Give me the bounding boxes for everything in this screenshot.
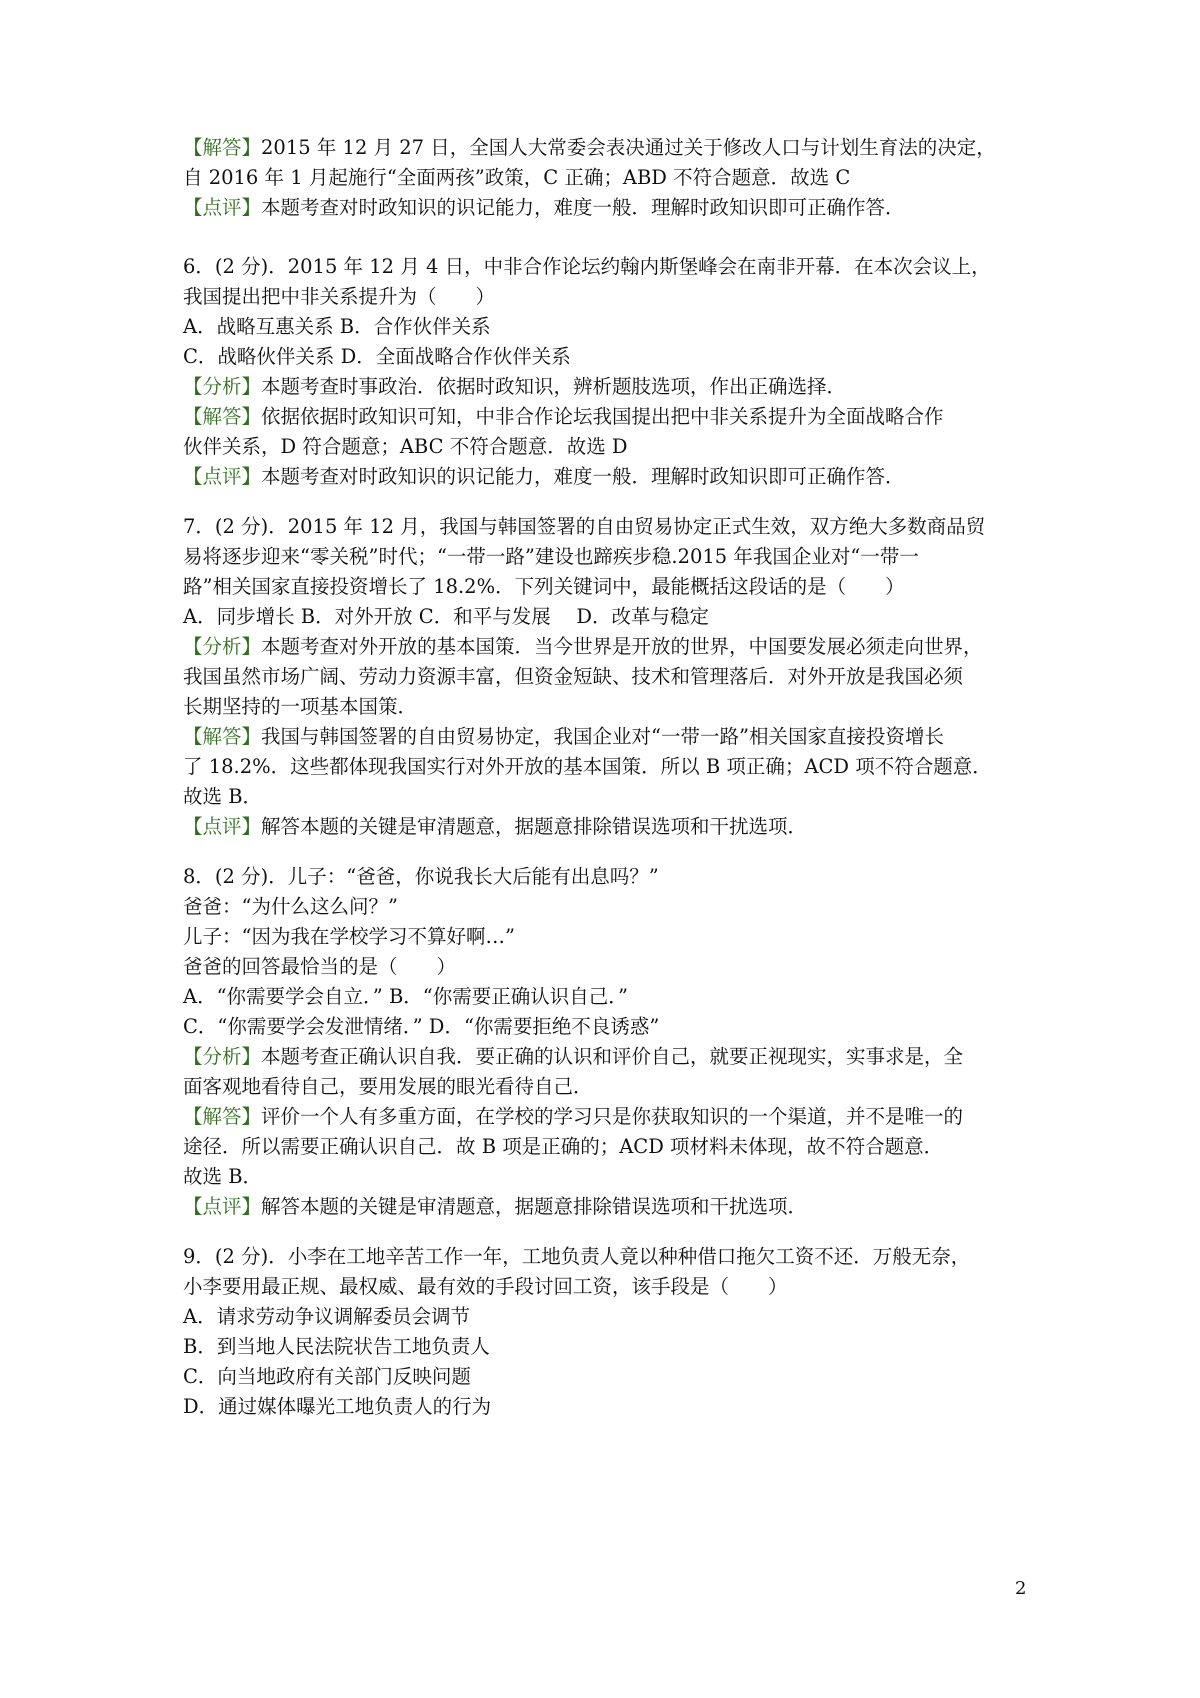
answer-tag: 【解答】: [183, 405, 262, 428]
text-line: 自 2016 年 1 月起施行“全面两孩”政策，C 正确；ABD 不符合题意．故选 C: [183, 166, 851, 189]
answer-line: 【解答】我国与韩国签署的自由贸易协定，我国企业对“一带一路”相关国家直接投资增长: [183, 725, 944, 748]
page-number: 2: [1015, 1578, 1027, 1599]
options-line: A．“你需要学会自立．” B．“你需要正确认识自己．”: [183, 985, 628, 1008]
comment-tag: 【点评】: [183, 196, 262, 219]
analysis-tag: 【分析】: [183, 375, 262, 398]
options-line: A．战略互惠关系 B．合作伙伴关系: [183, 315, 491, 338]
question-stem: 6．(2 分)．2015 年 12 月 4 日，中非合作论坛约翰内斯堡峰会在南非开幕．在本次会议上，: [183, 255, 991, 278]
analysis-line: 【分析】本题考查正确认识自我．要正确的认识和评价自己，就要正视现实，实事求是，全: [183, 1045, 964, 1068]
analysis-tag: 【分析】: [183, 1045, 262, 1068]
analysis-line: 【分析】本题考查对外开放的基本国策．当今世界是开放的世界，中国要发展必须走向世界，: [183, 635, 983, 658]
comment-line: 【点评】本题考查对时政知识的识记能力，难度一般．理解时政知识即可正确作答．: [183, 465, 905, 488]
answer-line: 故选 B．: [183, 785, 263, 808]
text-line: 【点评】本题考查对时政知识的识记能力，难度一般．理解时政知识即可正确作答．: [183, 196, 905, 219]
answer-tag: 【解答】: [183, 725, 262, 748]
analysis-line: 【分析】本题考查时事政治．依据时政知识，辨析题肢选项，作出正确选择．: [183, 375, 847, 398]
options-line: C．战略伙伴关系 D．全面战略合作伙伴关系: [183, 345, 571, 368]
comment-tag: 【点评】: [183, 815, 262, 838]
option-b: B．到当地人民法院状告工地负责人: [183, 1335, 490, 1358]
options-line: C．“你需要学会发泄情绪．” D．“你需要拒绝不良诱惑”: [183, 1015, 660, 1038]
question-stem: 路”相关国家直接投资增长了 18.2%．下列关键词中，最能概括这段话的是（ ）: [183, 575, 905, 598]
text-line: 【解答】2015 年 12 月 27 日，全国人大常委会表决通过关于修改人口与计划生育法的决定，: [183, 136, 996, 159]
question-stem: 易将逐步迎来“零关税”时代；“一带一路”建设也蹄疾步稳.2015 年我国企业对“一带一: [183, 545, 919, 568]
answer-line: 【解答】依据依据时政知识可知，中非合作论坛我国提出把中非关系提升为全面战略合作: [183, 405, 944, 428]
answer-line: 伙伴关系，D 符合题意；ABC 不符合题意．故选 D: [183, 435, 628, 458]
analysis-line: 面客观地看待自己，要用发展的眼光看待自己．: [183, 1075, 593, 1098]
question-stem: 9．(2 分)．小李在工地辛苦工作一年，工地负责人竟以种种借口拖欠工资不还．万般无奈，: [183, 1245, 971, 1268]
option-c: C．向当地政府有关部门反映问题: [183, 1365, 471, 1388]
question-stem: 8．(2 分)．儿子：“爸爸，你说我长大后能有出息吗？”: [183, 865, 659, 888]
question-stem: 爸爸：“为什么这么问？”: [183, 895, 398, 918]
analysis-tag: 【分析】: [183, 635, 262, 658]
answer-line: 途径．所以需要正确认识自己．故 B 项是正确的；ACD 项材料未体现，故不符合题意．: [183, 1135, 944, 1158]
comment-tag: 【点评】: [183, 1195, 262, 1218]
question-stem: 小李要用最正规、最权威、最有效的手段讨回工资，该手段是（ ）: [183, 1275, 788, 1298]
answer-line: 了 18.2%．这些都体现我国实行对外开放的基本国策．所以 B 项正确；ACD 项不符合题意．: [183, 755, 992, 778]
option-a: A．请求劳动争议调解委员会调节: [183, 1305, 471, 1328]
question-stem: 儿子：“因为我在学校学习不算好啊…”: [183, 925, 515, 948]
answer-line: 故选 B．: [183, 1165, 263, 1188]
option-d: D．通过媒体曝光工地负责人的行为: [183, 1395, 492, 1418]
question-stem: 我国提出把中非关系提升为（ ）: [183, 285, 496, 308]
question-stem: 爸爸的回答最恰当的是（ ）: [183, 955, 457, 978]
analysis-line: 长期坚持的一项基本国策．: [183, 695, 418, 718]
answer-tag: 【解答】: [183, 136, 262, 159]
answer-line: 【解答】评价一个人有多重方面，在学校的学习只是你获取知识的一个渠道，并不是唯一的: [183, 1105, 964, 1128]
question-stem: 7．(2 分)．2015 年 12 月，我国与韩国签署的自由贸易协定正式生效，双方绝大多数商品贸: [183, 515, 986, 538]
comment-line: 【点评】解答本题的关键是审清题意，据题意排除错误选项和干扰选项．: [183, 815, 808, 838]
answer-tag: 【解答】: [183, 1105, 262, 1128]
analysis-line: 我国虽然市场广阔、劳动力资源丰富，但资金短缺、技术和管理落后．对外开放是我国必须: [183, 665, 964, 688]
comment-line: 【点评】解答本题的关键是审清题意，据题意排除错误选项和干扰选项．: [183, 1195, 808, 1218]
comment-tag: 【点评】: [183, 465, 262, 488]
options-line: A．同步增长 B．对外开放 C．和平与发展 D．改革与稳定: [183, 605, 710, 628]
